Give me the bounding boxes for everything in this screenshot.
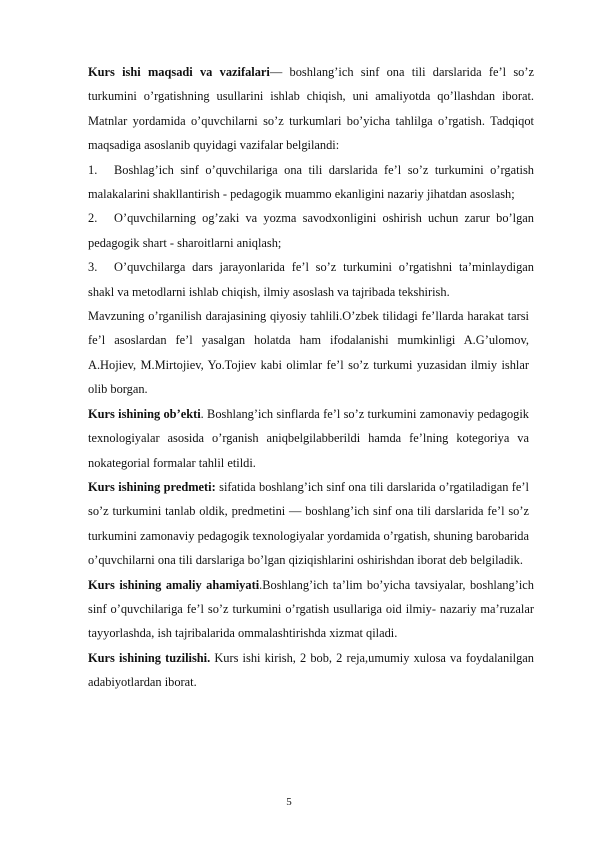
document-page	[88, 60, 534, 695]
structure-heading: Kurs ishining tuzilishi.	[88, 650, 211, 665]
goals-heading: Kurs ishi maqsadi va vazifalari	[88, 65, 270, 79]
goals-text: — boshlang’ich sinf ona tili darslarida fe’l so’z turkumini o’rgatishning usullarini ishlab chiqish, uni amaliyotda qo’llashdan iborat. Matnlar yordamida o’quvchilarni so’z turkumlari bo’yicha tahlilga o’rgatish. Tadqiqot maqsadiga asoslanib quyidagi vazifalar belgilandi:	[88, 65, 534, 153]
task-item-3	[88, 255, 534, 304]
task-number: 1.	[88, 162, 98, 177]
subject-text: sifatida boshlang’ich sinf ona tili darslarida o’rgatiladigan fe’l so’z turkumini tanlab oldik, predmetini — boshlang’ich sinf ona tili darslarida fe’l so’z turkumini zamonaviy pedagogik texnologiyalar yordamida o’rgatish, shuning barobarida o’quvchilarni ona tili darslariga bo’lgan qiziqishlarini oshirishdan iborat deb belgiladik.	[88, 479, 529, 568]
object-text: . Boshlang’ich sinflarda fe’l so’z turkumini zamonaviy pedagogik texnologiyalar asosida o’rganish aniqbelgilabberildi hamda fe’lning kotegoriya va nokategorial formalar tahlil etildi.	[88, 406, 529, 470]
task-item-2	[88, 206, 534, 255]
structure-text: Kurs ishi kirish, 2 bob, 2 reja,umumiy xulosa va foydalanilgan adabiyotlardan iborat.	[88, 650, 534, 690]
task-item-1	[88, 158, 534, 207]
object-heading: Kurs ishining ob’ekti	[88, 406, 201, 421]
task-text: O’quvchilarning og’zaki va yozma savodxonligini oshirish uchun zarur bo’lgan pedagogik shart - sharoitlarni aniqlash;	[88, 211, 534, 250]
task-text: O’quvchilarga dars jarayonlarida fe’l so’z turkumini o’rgatishni ta’minlaydigan shakl va metodlarni ishlab chiqish, ilmiy asoslash va tajribada tekshirish.	[88, 260, 534, 299]
study-paragraph: Mavzuning o’rganilish darajasining qiyosiy tahlili.O’zbek tilidagi fe’llarda harakat tarsi fe’l asoslardan fe’l yasalgan holatda ham ifodalanishi mumkinligi A.G’ulomov, A.Hojiev, M.Mirtojiev, Yo.Tojiev kabi olimlar fe’l so’z turkumi yuzasidan ilmiy ishlar olib borgan.	[88, 309, 529, 397]
subject-heading: Kurs ishining predmeti:	[88, 479, 216, 494]
page-number: 5	[286, 796, 292, 808]
goals-paragraph	[88, 60, 534, 158]
practical-text: .Boshlang’ich ta’lim bo’yicha tavsiyalar, boshlang’ich sinf o’quvchilariga fe’l so’z turkumini o’rgatish usullariga oid ilmiy- nazariy ma’ruzalar tayyorlashda, ish tajribalarida ommalashtirishda xizmat qiladi.	[88, 577, 534, 641]
practical-paragraph	[88, 573, 534, 646]
task-text: Boshlag’ich sinf o’quvchilariga ona tili darslarida fe’l so’z turkumini o’rgatish malakalarini shakllantirish - pedagogik muammo ekanligini nazariy jihatdan asoslash;	[88, 162, 534, 202]
object-paragraph	[88, 402, 529, 475]
task-number: 2.	[88, 211, 98, 226]
practical-heading: Kurs ishining amaliy ahamiyati	[88, 577, 260, 592]
structure-paragraph	[88, 646, 534, 695]
task-number: 3.	[88, 260, 98, 275]
subject-paragraph	[88, 475, 529, 573]
